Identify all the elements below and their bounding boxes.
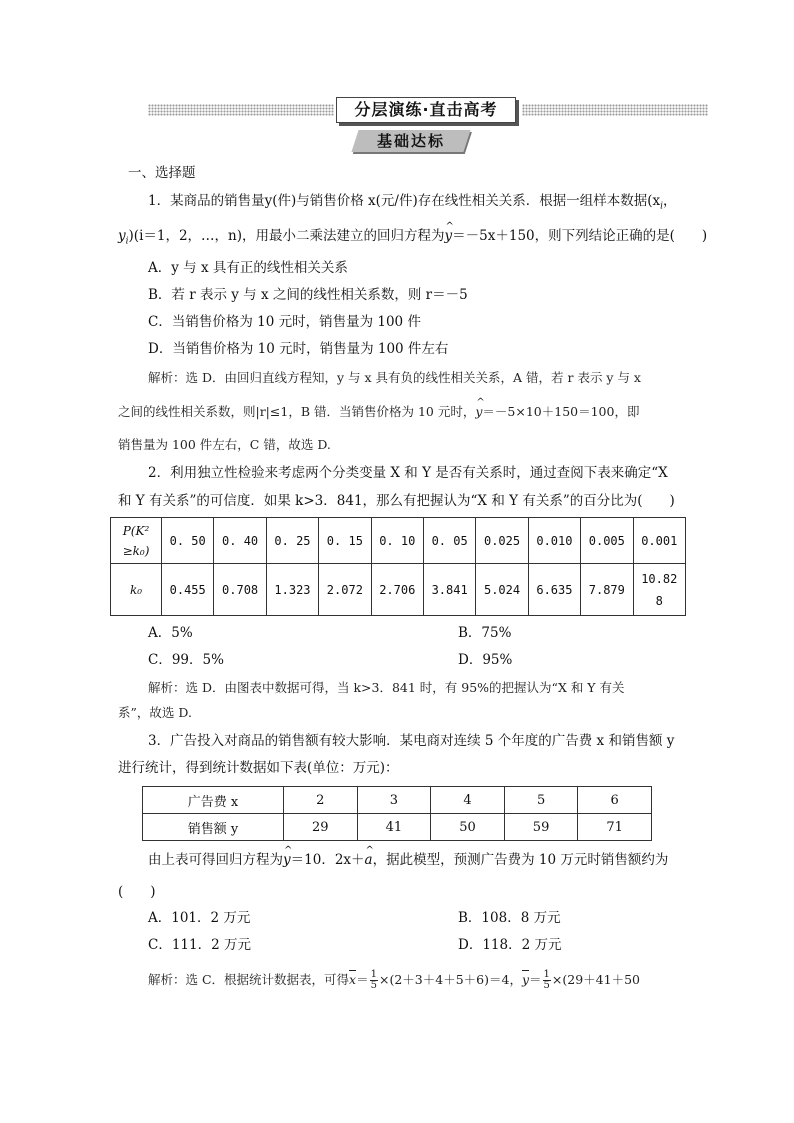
q3-frac1-den: 5 — [370, 980, 377, 991]
q2-last-value-cont: 8 — [655, 593, 663, 608]
q1-stem-line2-y: y — [118, 228, 126, 244]
table-cell: 0.708 — [214, 564, 266, 616]
table-cell — [633, 564, 685, 616]
q2-option-d: D．95% — [458, 652, 513, 668]
table-cell: 41 — [357, 814, 431, 841]
q1-analysis-line3: 销售量为 100 件左右，C 错，故选 D. — [118, 437, 331, 452]
q1-analysis-line2-hat: ^ y — [475, 402, 482, 422]
q1-stem-line1 — [148, 191, 677, 217]
q3-option-a: A．101．2 万元 — [148, 910, 251, 926]
q2-stem-line2: 和 Y 有关系”的可信度．如果 k>3．841，那么有把握认为“X 和 Y 有关系”的百分比为( ) — [118, 493, 675, 509]
table-cell: 0. 50 — [162, 518, 214, 564]
table-cell: 广告费 x — [143, 787, 284, 814]
table-cell: 0. 15 — [319, 518, 371, 564]
table-cell: k₀ — [111, 564, 162, 616]
table-row — [143, 814, 652, 841]
q1-stem-line1-sub: i — [660, 201, 664, 212]
q3-analysis-c: ×(2＋3＋4＋5＋6)＝4， — [379, 972, 522, 987]
table-cell: 4 — [431, 787, 505, 814]
table-cell: 1.323 — [266, 564, 318, 616]
table-cell: 71 — [578, 814, 652, 841]
table-cell: 6 — [578, 787, 652, 814]
q3-analysis — [148, 969, 640, 991]
q3-table — [142, 786, 652, 841]
q1-stem-line2 — [118, 226, 707, 252]
q3-analysis-ybar: y — [522, 969, 529, 991]
table-cell: 6.635 — [528, 564, 580, 616]
q1-analysis-line1: 解析：选 D．由回归直线方程知，y 与 x 具有负的线性相关关系，A 错，若 r 表示 y 与 x — [148, 370, 641, 385]
table-cell: 2.706 — [371, 564, 423, 616]
q3-analysis-frac2 — [543, 970, 551, 991]
q2-option-a: A．5% — [148, 625, 193, 641]
q3-option-d: D．118．2 万元 — [458, 937, 562, 953]
table-cell: 59 — [504, 814, 578, 841]
q2-last-value: 10.82 — [641, 571, 678, 586]
q3-stem-line3-hat: ^ y — [283, 850, 291, 870]
table-cell: 7.879 — [581, 564, 633, 616]
q3-frac1-num: 1 — [370, 969, 377, 980]
q3-stem-line1: 3．广告投入对商品的销售额有较大影响．某电商对连续 5 个年度的广告费 x 和销售额 y — [148, 733, 675, 749]
table-cell: 50 — [431, 814, 505, 841]
table-cell: 0.005 — [581, 518, 633, 564]
table-row — [111, 518, 686, 564]
table-cell: 5 — [504, 787, 578, 814]
table-cell: 0.001 — [633, 518, 685, 564]
q1-option-c: C．当销售价格为 10 元时，销售量为 100 件 — [148, 314, 421, 330]
q1-analysis-line2-a: 之间的线性相关系数，则|r|≤1，B 错．当销售价格为 10 元时， — [118, 404, 476, 419]
q3-stem-line3-hat2: ^ a — [365, 850, 373, 870]
q2-option-b: B．75% — [458, 625, 512, 641]
q1-stem-line2-sub: i — [125, 236, 129, 247]
q3-analysis-frac1 — [370, 970, 378, 991]
table-cell: 0. 05 — [423, 518, 475, 564]
q1-option-d: D．当销售价格为 10 元时，销售量为 100 件左右 — [148, 341, 449, 357]
q3-analysis-a: 解析：选 C．根据统计数据表，可得 — [148, 972, 350, 987]
header-banner-title: 分层演练·直击高考 — [354, 100, 498, 119]
table-row — [111, 564, 686, 616]
q3-analysis-xbar: x — [349, 969, 356, 991]
table-cell: 0.455 — [162, 564, 214, 616]
q3-stem-line4: ( ) — [118, 884, 156, 900]
header-dot-band-right — [522, 104, 708, 116]
q3-frac2-den: 5 — [543, 980, 550, 991]
q1-analysis-line2-b: ＝－5×10＋150＝100，即 — [482, 404, 640, 419]
q3-option-b: B．108．8 万元 — [458, 910, 561, 926]
q2-stem-line1: 2．利用独立性检验来考虑两个分类变量 X 和 Y 是否有关系时，通过查阅下表来确定“X — [148, 465, 668, 481]
table-cell: 29 — [284, 814, 358, 841]
q1-analysis-line2 — [118, 402, 639, 422]
table-cell: 3 — [357, 787, 431, 814]
q3-stem-line3-a: 由上表可得回归方程为 — [148, 852, 283, 868]
table-cell: 5.024 — [476, 564, 528, 616]
table-cell — [111, 518, 162, 564]
q1-option-a: A．y 与 x 具有正的线性相关关系 — [148, 260, 348, 276]
q3-stem-line3 — [148, 850, 668, 870]
table-row — [143, 787, 652, 814]
q2-analysis-line1: 解析：选 D．由图表中数据可得，当 k>3．841 时，有 95%的把握认为“X 和 Y 有关 — [148, 680, 625, 695]
table-cell: 2.072 — [319, 564, 371, 616]
q3-analysis-e: ×(29＋41＋50 — [551, 972, 640, 987]
q3-stem-line3-b: ＝10．2x＋ — [290, 852, 365, 868]
q1-stem-line1-end: ， — [663, 193, 677, 209]
q1-stem-line2-b: ＝－5x＋150，则下列结论正确的是( ) — [452, 228, 708, 244]
table-cell: 0. 25 — [266, 518, 318, 564]
table-cell: 销售额 y — [143, 814, 284, 841]
q2-analysis-line2: 系”，故选 D. — [118, 705, 192, 720]
q3-analysis-b: ＝ — [356, 972, 369, 987]
table-cell: 0.010 — [528, 518, 580, 564]
table-cell: 0.025 — [476, 518, 528, 564]
q3-stem-line3-c: ，据此模型，预测广告费为 10 万元时销售额约为 — [372, 852, 669, 868]
table-cell: 3.841 — [423, 564, 475, 616]
q3-analysis-d: ＝ — [529, 972, 542, 987]
q1-stem-line1-text: 1．某商品的销售量y(件)与销售价格 x(元/件)存在线性相关关系．根据一组样本数据(x — [148, 193, 661, 209]
header-banner — [336, 97, 516, 123]
q1-option-b: B．若 r 表示 y 与 x 之间的线性相关系数，则 r＝－5 — [148, 287, 468, 303]
q2-table — [110, 517, 686, 616]
q3-frac2-num: 1 — [543, 969, 550, 980]
q2-row1-header-line2: ≥k₀) — [122, 543, 150, 558]
q1-stem-line2-hat: ^ y — [445, 226, 453, 246]
section-banner-title: 基础达标 — [376, 132, 445, 150]
q3-option-c: C．111．2 万元 — [148, 937, 251, 953]
q2-row1-header-line1: P(K² — [122, 523, 150, 538]
q2-option-c: C．99．5% — [148, 652, 224, 668]
q3-stem-line2: 进行统计，得到统计数据如下表(单位：万元)： — [118, 760, 399, 776]
section-heading: 一、选择题 — [128, 165, 196, 181]
table-cell: 0. 40 — [214, 518, 266, 564]
table-cell: 0. 10 — [371, 518, 423, 564]
table-cell: 2 — [284, 787, 358, 814]
q1-stem-line2-a: )(i＝1，2，…，n)，用最小二乘法建立的回归方程为 — [128, 228, 445, 244]
header-dot-band-left — [148, 104, 334, 116]
